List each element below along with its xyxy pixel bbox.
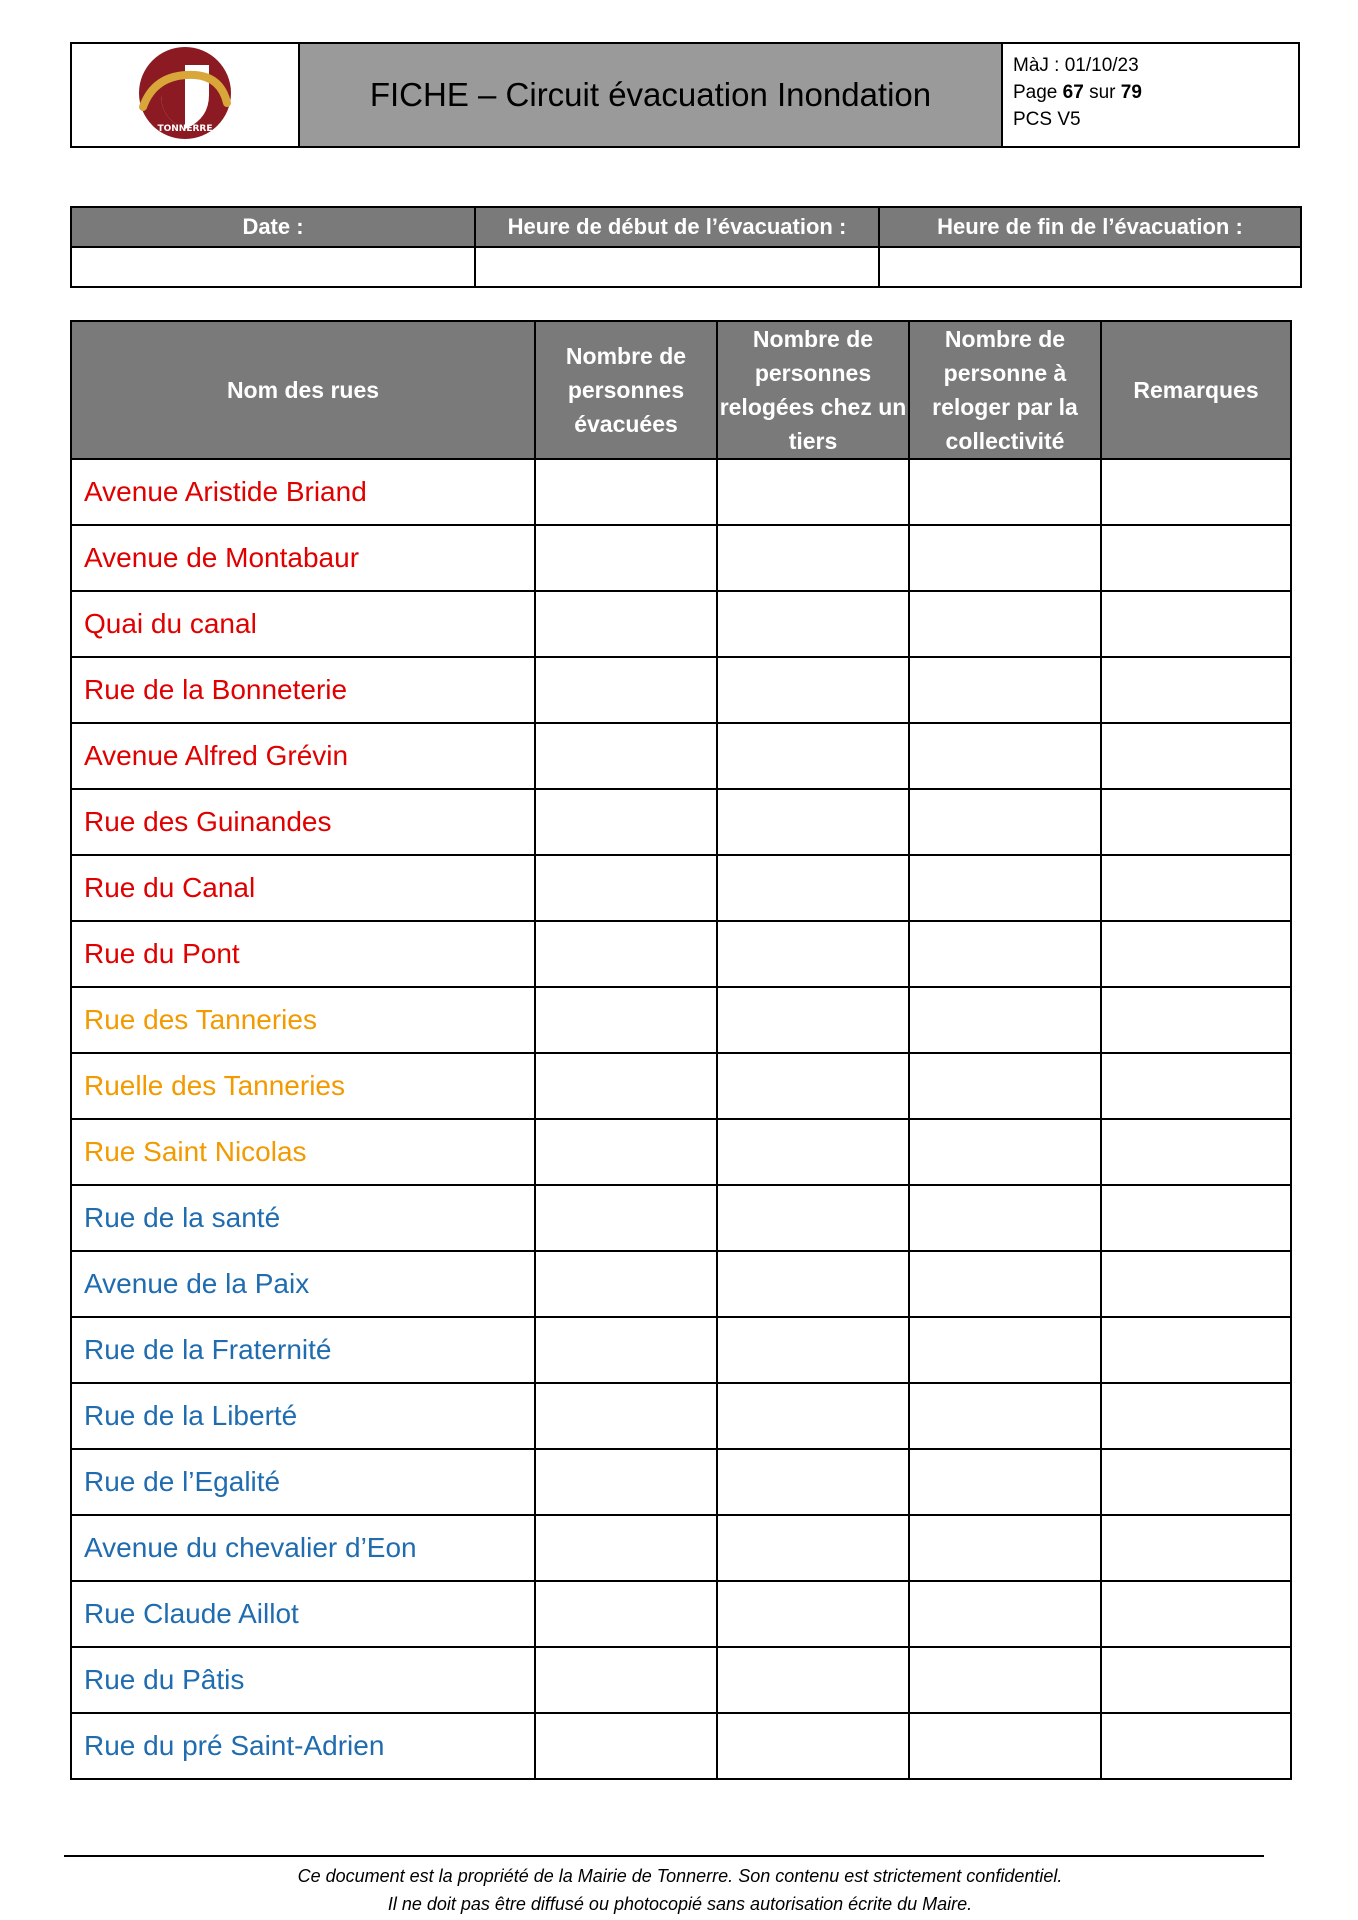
document-header (70, 42, 1300, 148)
street-name: Avenue du chevalier d’Eon (71, 1515, 535, 1581)
col-header-remarks: Remarques (1101, 321, 1291, 459)
remarks-cell[interactable] (1101, 1053, 1291, 1119)
rehoused-community-cell[interactable] (909, 525, 1101, 591)
rehoused-community-cell[interactable] (909, 921, 1101, 987)
street-name: Rue de la Bonneterie (71, 657, 535, 723)
remarks-cell[interactable] (1101, 1251, 1291, 1317)
col-header-rehoused-third-party: Nombre de personnes relogées chez un tiers (717, 321, 909, 459)
evacuated-count-cell[interactable] (535, 1581, 717, 1647)
update-date: MàJ : 01/10/23 (1013, 55, 1139, 76)
rehoused-community-cell[interactable] (909, 1647, 1101, 1713)
table-row (71, 723, 1291, 789)
rehoused-community-cell[interactable] (909, 657, 1101, 723)
remarks-cell[interactable] (1101, 1647, 1291, 1713)
col-header-street: Nom des rues (71, 321, 535, 459)
remarks-cell[interactable] (1101, 591, 1291, 657)
street-name: Avenue de Montabaur (71, 525, 535, 591)
rehoused-community-cell[interactable] (909, 855, 1101, 921)
evacuated-count-cell[interactable] (535, 525, 717, 591)
remarks-cell[interactable] (1101, 1383, 1291, 1449)
table-row (71, 1515, 1291, 1581)
street-name: Avenue de la Paix (71, 1251, 535, 1317)
evacuated-count-cell[interactable] (535, 987, 717, 1053)
table-row (71, 1713, 1291, 1779)
rehoused-third-party-cell[interactable] (717, 1515, 909, 1581)
table-row (71, 1251, 1291, 1317)
rehoused-third-party-cell[interactable] (717, 789, 909, 855)
rehoused-community-cell[interactable] (909, 789, 1101, 855)
rehoused-third-party-cell[interactable] (717, 591, 909, 657)
remarks-cell[interactable] (1101, 1317, 1291, 1383)
rehoused-community-cell[interactable] (909, 723, 1101, 789)
rehoused-community-cell[interactable] (909, 987, 1101, 1053)
remarks-cell[interactable] (1101, 459, 1291, 525)
page-number: 67 (1062, 82, 1084, 103)
logo-text: TONNERRE (157, 123, 213, 134)
street-name: Rue du Canal (71, 855, 535, 921)
rehoused-community-cell[interactable] (909, 1251, 1101, 1317)
evacuated-count-cell[interactable] (535, 1713, 717, 1779)
rehoused-third-party-cell[interactable] (717, 1449, 909, 1515)
rehoused-third-party-cell[interactable] (717, 657, 909, 723)
start-time-label: Heure de début de l’évacuation : (475, 207, 879, 247)
document-meta (1002, 43, 1299, 147)
col-header-evacuated: Nombre de personnes évacuées (535, 321, 717, 459)
document-title: FICHE – Circuit évacuation Inondation (299, 43, 1002, 147)
page-indicator: Page 67 sur 79 (1013, 82, 1142, 103)
rehoused-third-party-cell[interactable] (717, 1251, 909, 1317)
evacuated-count-cell[interactable] (535, 1515, 717, 1581)
table-row (71, 1185, 1291, 1251)
street-name: Rue du pré Saint-Adrien (71, 1713, 535, 1779)
rehoused-community-cell[interactable] (909, 1581, 1101, 1647)
rehoused-community-cell[interactable] (909, 1185, 1101, 1251)
table-row (71, 1317, 1291, 1383)
table-row (71, 855, 1291, 921)
street-name: Rue du Pâtis (71, 1647, 535, 1713)
remarks-cell[interactable] (1101, 525, 1291, 591)
remarks-cell[interactable] (1101, 855, 1291, 921)
rehoused-community-cell[interactable] (909, 1383, 1101, 1449)
street-name: Quai du canal (71, 591, 535, 657)
street-name: Rue de la santé (71, 1185, 535, 1251)
rehoused-third-party-cell[interactable] (717, 855, 909, 921)
remarks-cell[interactable] (1101, 987, 1291, 1053)
rehoused-community-cell[interactable] (909, 1053, 1101, 1119)
table-row (71, 1647, 1291, 1713)
table-row (71, 1119, 1291, 1185)
date-label: Date : (71, 207, 475, 247)
table-row (71, 525, 1291, 591)
evacuated-count-cell[interactable] (535, 789, 717, 855)
end-time-label: Heure de fin de l’évacuation : (879, 207, 1301, 247)
table-row (71, 591, 1291, 657)
version-label: PCS V5 (1013, 109, 1081, 130)
col-header-rehoused-community: Nombre de personne à reloger par la collectivité (909, 321, 1101, 459)
rehoused-community-cell[interactable] (909, 459, 1101, 525)
rehoused-third-party-cell[interactable] (717, 1119, 909, 1185)
street-name: Ruelle des Tanneries (71, 1053, 535, 1119)
evacuated-count-cell[interactable] (535, 657, 717, 723)
start-time-field[interactable] (475, 247, 879, 287)
remarks-cell[interactable] (1101, 1713, 1291, 1779)
table-row (71, 987, 1291, 1053)
rehoused-third-party-cell[interactable] (717, 1185, 909, 1251)
table-row (71, 1383, 1291, 1449)
remarks-cell[interactable] (1101, 1119, 1291, 1185)
rehoused-third-party-cell[interactable] (717, 987, 909, 1053)
rehoused-third-party-cell[interactable] (717, 525, 909, 591)
streets-table (70, 320, 1292, 1780)
footer-line-1: Ce document est la propriété de la Mairie de Tonnerre. Son contenu est strictement confidentiel. (297, 1866, 1063, 1886)
evacuated-count-cell[interactable] (535, 1119, 717, 1185)
evacuated-count-cell[interactable] (535, 1317, 717, 1383)
street-name: Rue de l’Egalité (71, 1449, 535, 1515)
rehoused-third-party-cell[interactable] (717, 1317, 909, 1383)
rehoused-third-party-cell[interactable] (717, 1053, 909, 1119)
rehoused-third-party-cell[interactable] (717, 1647, 909, 1713)
table-row (71, 921, 1291, 987)
rehoused-community-cell[interactable] (909, 1317, 1101, 1383)
rehoused-third-party-cell[interactable] (717, 723, 909, 789)
rehoused-community-cell[interactable] (909, 1449, 1101, 1515)
table-row (71, 459, 1291, 525)
table-row (71, 1581, 1291, 1647)
remarks-cell[interactable] (1101, 921, 1291, 987)
evacuated-count-cell[interactable] (535, 1449, 717, 1515)
rehoused-third-party-cell[interactable] (717, 1383, 909, 1449)
remarks-cell[interactable] (1101, 723, 1291, 789)
table-row (71, 1449, 1291, 1515)
footer-line-2: Il ne doit pas être diffusé ou photocopié sans autorisation écrite du Maire. (387, 1894, 973, 1914)
remarks-cell[interactable] (1101, 657, 1291, 723)
street-name: Rue de la Liberté (71, 1383, 535, 1449)
remarks-cell[interactable] (1101, 789, 1291, 855)
tonnerre-logo (135, 45, 235, 141)
street-name: Rue Saint Nicolas (71, 1119, 535, 1185)
logo-cell (71, 43, 299, 147)
evacuated-count-cell[interactable] (535, 855, 717, 921)
evacuated-count-cell[interactable] (535, 1251, 717, 1317)
evacuated-count-cell[interactable] (535, 459, 717, 525)
evacuated-count-cell[interactable] (535, 1383, 717, 1449)
street-name: Rue des Guinandes (71, 789, 535, 855)
table-row (71, 657, 1291, 723)
remarks-cell[interactable] (1101, 1185, 1291, 1251)
evacuated-count-cell[interactable] (535, 723, 717, 789)
evacuated-count-cell[interactable] (535, 591, 717, 657)
evacuation-times-table (70, 206, 1302, 288)
street-name: Rue Claude Aillot (71, 1581, 535, 1647)
street-name: Rue du Pont (71, 921, 535, 987)
rehoused-community-cell[interactable] (909, 1119, 1101, 1185)
rehoused-community-cell[interactable] (909, 1713, 1101, 1779)
rehoused-third-party-cell[interactable] (717, 1713, 909, 1779)
evacuated-count-cell[interactable] (535, 1053, 717, 1119)
remarks-cell[interactable] (1101, 1449, 1291, 1515)
table-row (71, 789, 1291, 855)
remarks-cell[interactable] (1101, 1581, 1291, 1647)
street-name: Avenue Aristide Briand (71, 459, 535, 525)
rehoused-third-party-cell[interactable] (717, 459, 909, 525)
evacuated-count-cell[interactable] (535, 921, 717, 987)
end-time-field[interactable] (879, 247, 1301, 287)
date-field[interactable] (71, 247, 475, 287)
street-name: Rue de la Fraternité (71, 1317, 535, 1383)
rehoused-third-party-cell[interactable] (717, 1581, 909, 1647)
page-total: 79 (1120, 82, 1142, 103)
evacuated-count-cell[interactable] (535, 1647, 717, 1713)
table-row (71, 1053, 1291, 1119)
street-name: Rue des Tanneries (71, 987, 535, 1053)
rehoused-third-party-cell[interactable] (717, 921, 909, 987)
rehoused-community-cell[interactable] (909, 591, 1101, 657)
evacuated-count-cell[interactable] (535, 1185, 717, 1251)
street-name: Avenue Alfred Grévin (71, 723, 535, 789)
remarks-cell[interactable] (1101, 1515, 1291, 1581)
rehoused-community-cell[interactable] (909, 1515, 1101, 1581)
footer-divider (64, 1855, 1264, 1857)
confidentiality-footer (64, 1862, 1296, 1918)
